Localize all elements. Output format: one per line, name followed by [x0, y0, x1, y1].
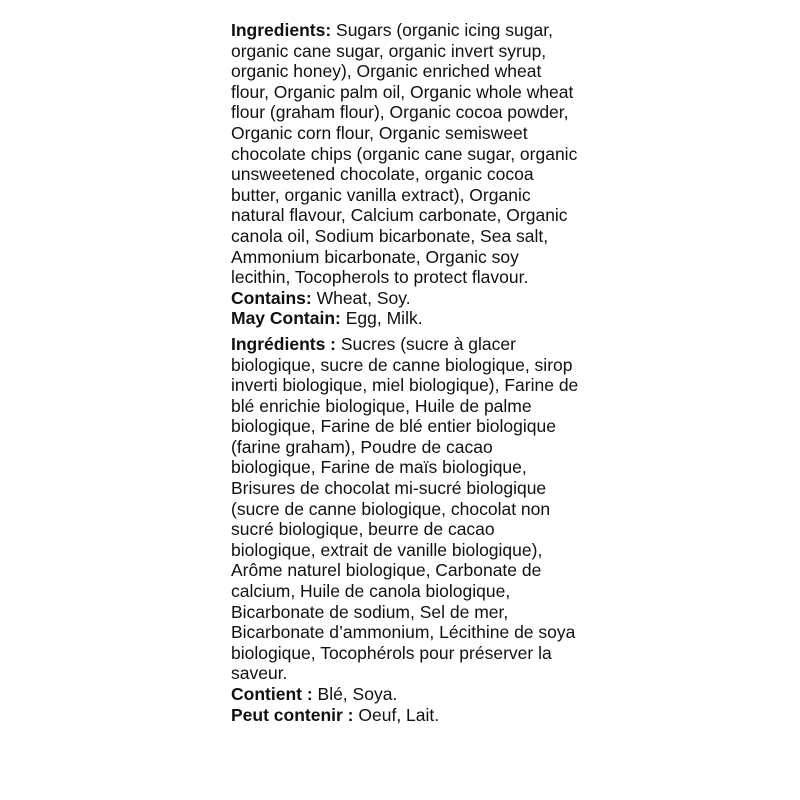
french-may-contain-label: Peut contenir : [231, 704, 354, 725]
french-contains-text: Blé, Soya. [312, 684, 398, 704]
english-ingredients-text: Sugars (organic icing sugar, organic cane sugar, organic invert syrup, organic honey), Organic enriched wheat flour, Organic palm oil, Organic whole wheat flour (graham flour), Organic cocoa powder, Organic corn flour, Organic semisweet chocolate chips (organic cane sugar, organic unsweetened chocolate, organic cocoa butter, organic vanilla extract), Organic natural flavour, Calcium carbonate, Organic canola oil, Sodium bicarbonate, Sea salt, Ammonium bicarbonate, Organic soy lecithin, Tocopherols to protect flavour. [231, 20, 578, 288]
english-may-contain-paragraph [231, 308, 581, 329]
ingredients-panel [231, 20, 581, 725]
english-may-contain-label: May Contain: [231, 308, 341, 329]
french-ingredients-paragraph [231, 334, 581, 684]
french-contains-paragraph [231, 684, 581, 705]
english-ingredients-label: Ingredients: [231, 20, 332, 40]
french-may-contain-paragraph [231, 705, 581, 726]
french-ingredients-block [231, 334, 581, 725]
english-contains-label: Contains: [231, 287, 312, 308]
french-ingredients-text: Sucres (sucre à glacer biologique, sucre de canne biologique, sirop inverti biologique, miel biologique), Farine de blé enrichie biologique, Huile de palme biologique, Farine de blé entier biologique (farine graham), Poudre de cacao biologique, Farine de maïs biologique, Brisures de chocolat mi-sucré biologique (sucre de canne biologique, chocolat non sucré biologique, beurre de cacao biologique, extrait de vanille biologique), Arôme naturel biologique, Carbonate de calcium, Huile de canola biologique, Bicarbonate de sodium, Sel de mer, Bicarbonate d’ammonium, Lécithine de soya biologique, Tocophérols pour préserver la saveur. [231, 333, 579, 684]
french-ingredients-label: Ingrédients : [231, 333, 337, 354]
french-may-contain-text: Oeuf, Lait. [353, 704, 440, 725]
english-may-contain-text: Egg, Milk. [340, 308, 423, 329]
english-ingredients-paragraph [231, 20, 581, 308]
english-contains-text: Wheat, Soy. [311, 287, 411, 308]
english-ingredients-block [231, 20, 581, 329]
french-contains-label: Contient : [231, 684, 313, 704]
